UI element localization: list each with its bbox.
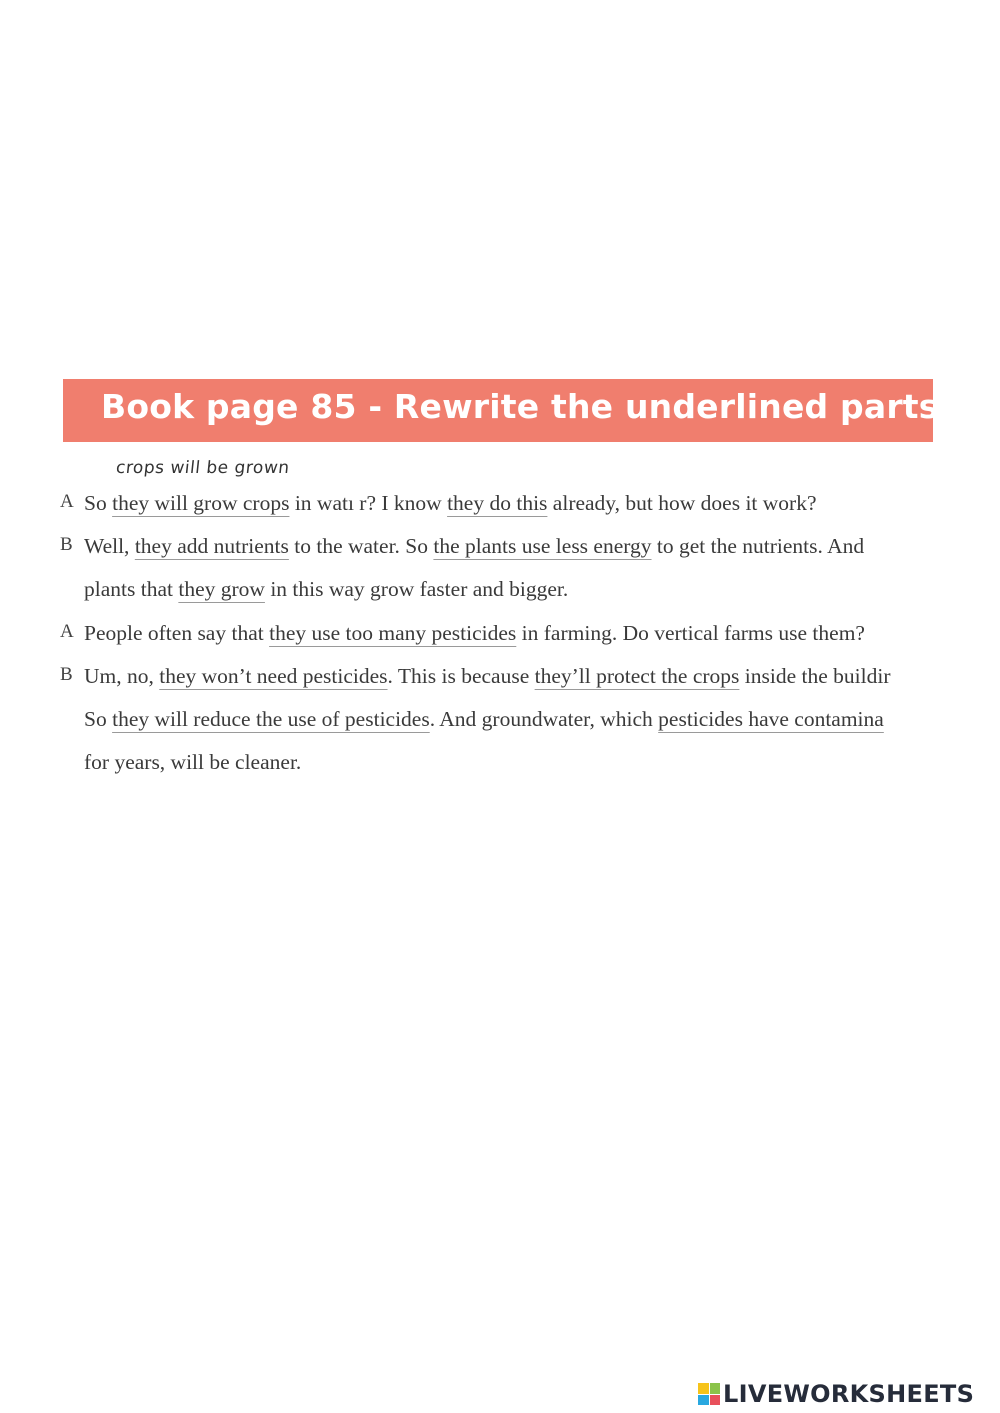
handwritten-answer: crops will be grown	[114, 458, 291, 478]
brand-logo-icon	[698, 1383, 720, 1405]
dialogue-line	[84, 749, 301, 775]
text-segment: in watı r? I know	[289, 491, 448, 515]
underlined-phrase: they’ll protect the crops	[534, 664, 740, 688]
dialogue-line	[84, 620, 865, 646]
text-segment: Well,	[84, 534, 135, 558]
underlined-phrase: pesticides have contamina	[658, 707, 884, 731]
underlined-phrase: they will grow crops	[112, 491, 290, 515]
underlined-phrase: they won’t need pesticides	[159, 664, 388, 688]
dialogue-line	[84, 490, 817, 516]
text-segment: Um, no,	[84, 664, 160, 688]
underlined-phrase: they grow	[178, 577, 265, 601]
text-segment: So	[84, 491, 113, 515]
underlined-phrase: the plants use less energy	[433, 534, 652, 558]
text-segment: in this way grow faster and bigger.	[264, 577, 569, 601]
text-segment: So	[84, 707, 113, 731]
title-banner	[63, 379, 939, 442]
dialogue-line	[84, 576, 568, 602]
text-segment: already, but how does it work?	[547, 491, 817, 515]
speaker-marker: B	[60, 664, 73, 685]
underlined-phrase: they use too many pesticides	[269, 621, 517, 645]
text-segment: to get the nutrients. And	[651, 534, 865, 558]
dialogue-line	[84, 533, 864, 559]
logo-square	[698, 1395, 709, 1406]
brand-name: LIVEWORKSHEETS	[723, 1380, 975, 1408]
liveworksheets-logo	[698, 1380, 974, 1408]
underlined-phrase: they do this	[447, 491, 548, 515]
text-segment: in farming. Do vertical farms use them?	[516, 621, 865, 645]
dialogue-text	[0, 480, 934, 800]
dialogue-line	[84, 706, 884, 732]
text-segment: People often say that	[84, 621, 270, 645]
dialogue-line	[84, 663, 890, 689]
logo-square	[698, 1383, 709, 1394]
speaker-marker: B	[60, 534, 73, 555]
logo-square	[710, 1395, 721, 1406]
text-segment: to the water. So	[288, 534, 434, 558]
text-segment: inside the buildir	[739, 664, 891, 688]
underlined-phrase: they will reduce the use of pesticides	[112, 707, 430, 731]
text-segment: . And groundwater, which	[429, 707, 659, 731]
text-segment: for years, will be cleaner.	[84, 750, 302, 774]
logo-square	[710, 1383, 721, 1394]
speaker-marker: A	[60, 491, 74, 512]
speaker-marker: A	[60, 621, 74, 642]
text-segment: . This is because	[387, 664, 535, 688]
underlined-phrase: they add nutrients	[134, 534, 289, 558]
page-title: Book page 85 - Rewrite the underlined parts	[101, 387, 939, 426]
text-segment: plants that	[84, 577, 179, 601]
